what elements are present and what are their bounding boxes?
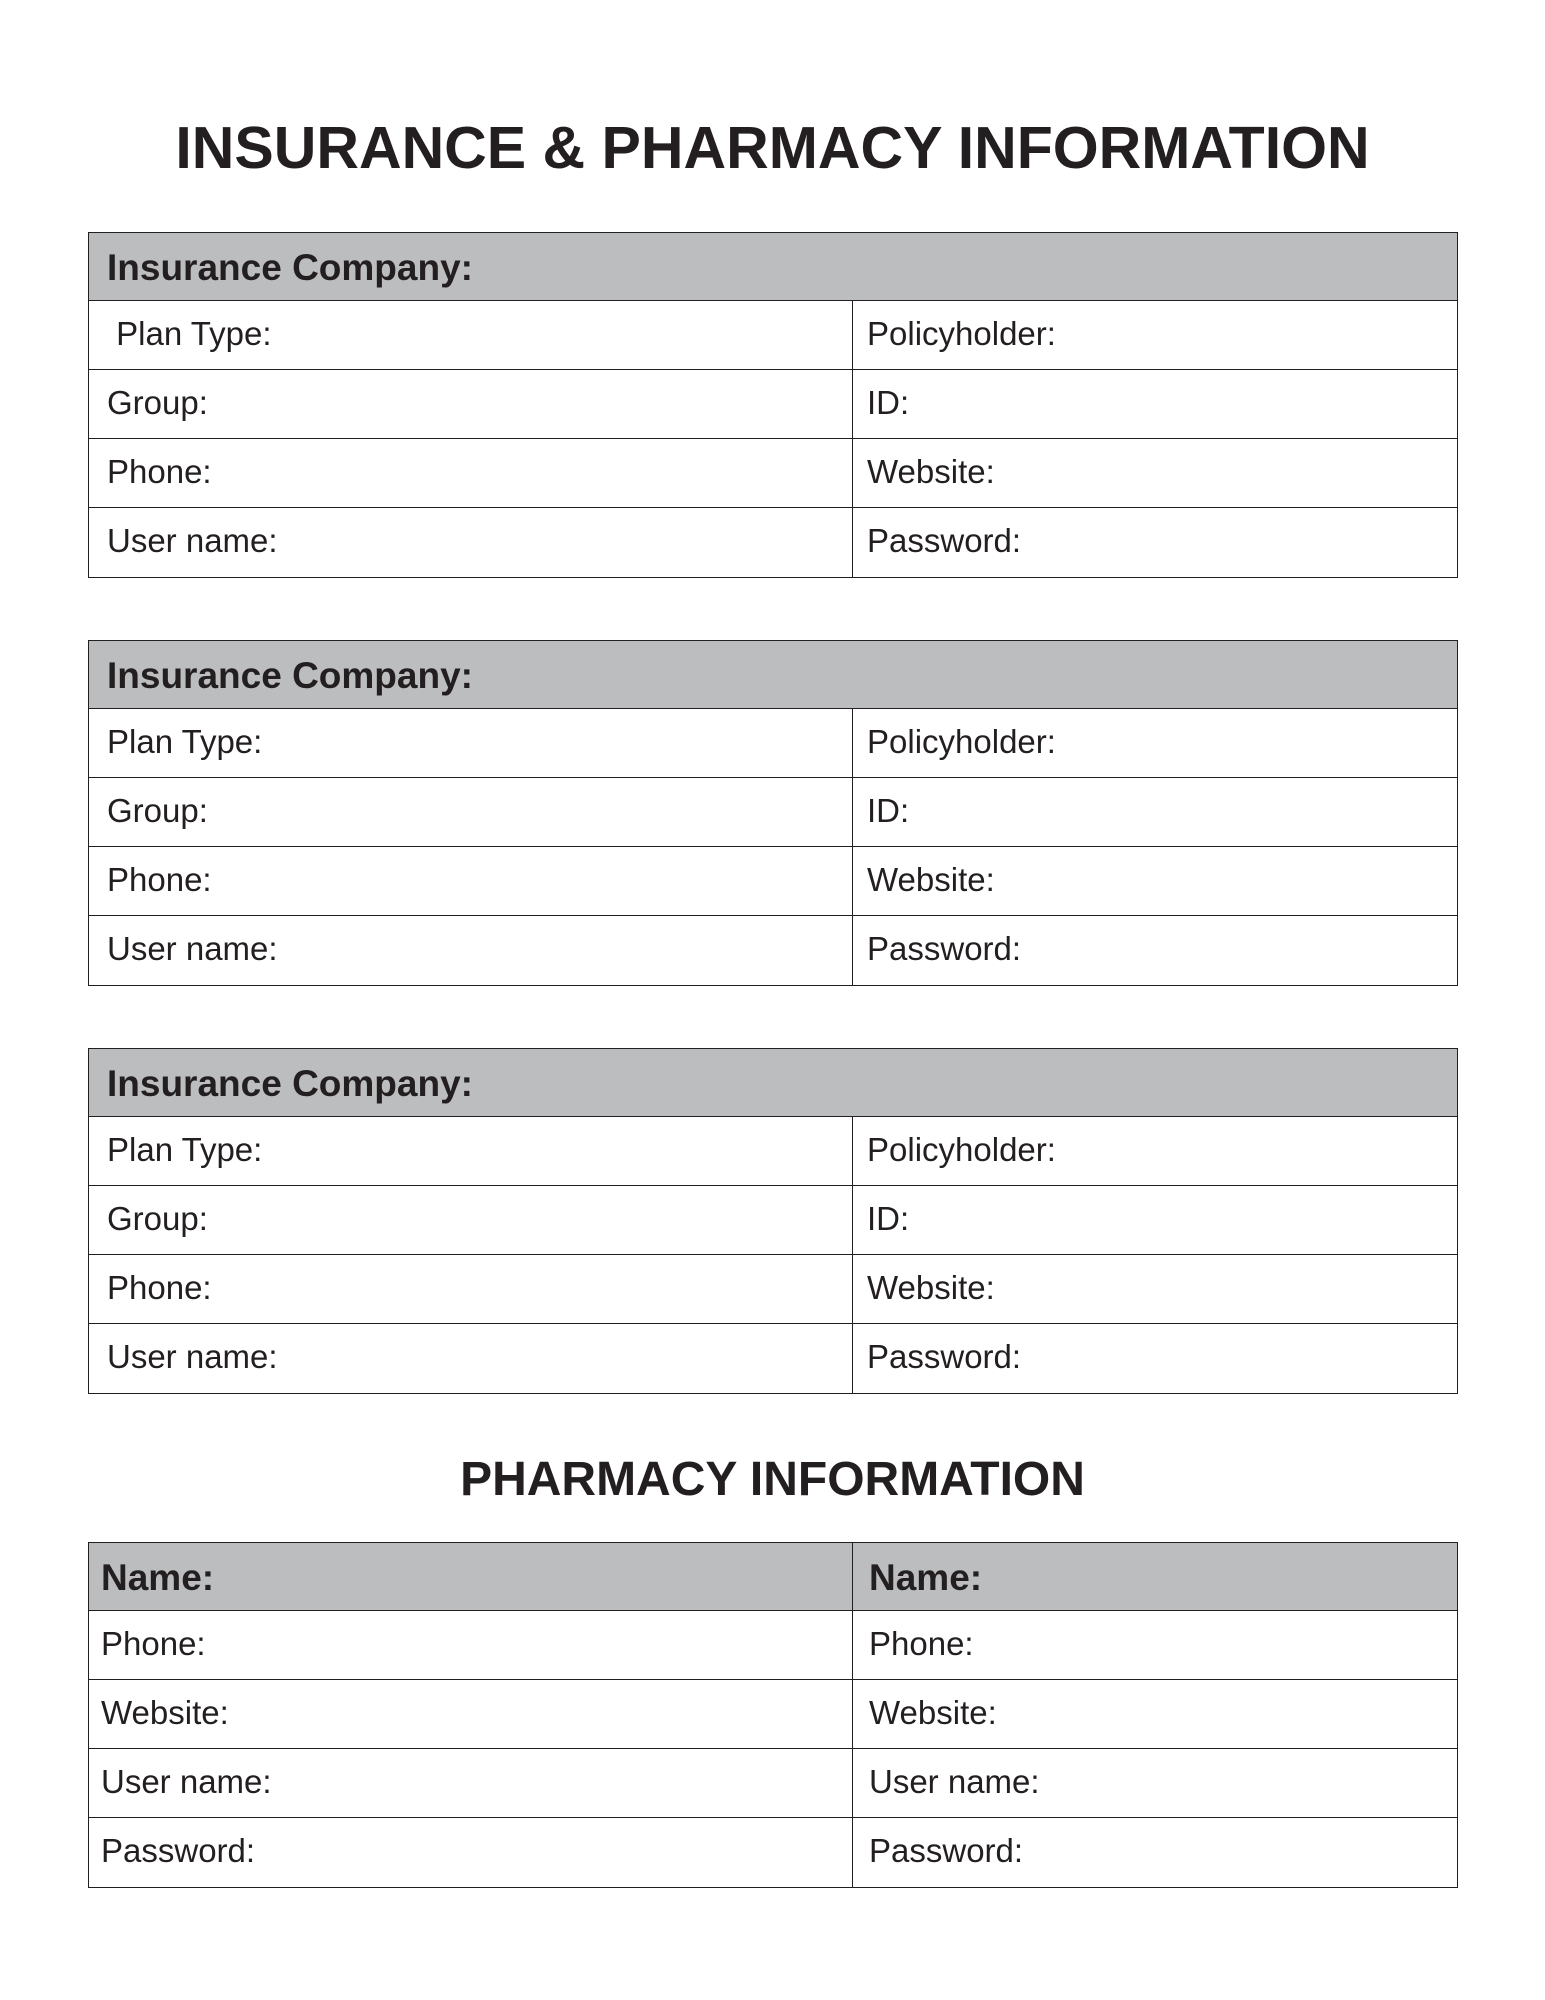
insurance-block bbox=[88, 1048, 1458, 1394]
website-field[interactable]: Website: bbox=[867, 453, 995, 490]
group-field[interactable]: Group: bbox=[89, 1186, 853, 1254]
form-row bbox=[89, 301, 1457, 370]
pharmacy-website-field-left[interactable]: Website: bbox=[89, 1680, 853, 1748]
insurance-block bbox=[88, 640, 1458, 986]
password-field[interactable]: Password: bbox=[867, 522, 1022, 559]
form-row bbox=[89, 916, 1457, 985]
pharmacy-password-field-left[interactable]: Password: bbox=[89, 1818, 853, 1887]
pharmacy-section-title: PHARMACY INFORMATION bbox=[460, 1453, 1085, 1506]
form-row bbox=[89, 1680, 1457, 1749]
id-field[interactable]: ID: bbox=[867, 1200, 910, 1237]
website-field[interactable]: Website: bbox=[867, 861, 995, 898]
pharmacy-phone-field-left[interactable]: Phone: bbox=[89, 1611, 853, 1679]
user-name-field[interactable]: User name: bbox=[89, 508, 853, 577]
form-row bbox=[89, 778, 1457, 847]
pharmacy-header-row bbox=[89, 1543, 1457, 1611]
user-name-field[interactable]: User name: bbox=[89, 1324, 853, 1393]
form-row bbox=[89, 439, 1457, 508]
phone-field[interactable]: Phone: bbox=[89, 847, 853, 915]
policyholder-field[interactable]: Policyholder: bbox=[867, 315, 1056, 352]
pharmacy-user-name-field-right[interactable]: User name: bbox=[869, 1763, 1040, 1800]
group-field[interactable]: Group: bbox=[89, 370, 853, 438]
form-row bbox=[89, 1186, 1457, 1255]
insurance-company-field[interactable]: Insurance Company: bbox=[89, 641, 1457, 709]
user-name-field[interactable]: User name: bbox=[89, 916, 853, 985]
form-row bbox=[89, 370, 1457, 439]
page-title: INSURANCE & PHARMACY INFORMATION bbox=[175, 115, 1370, 181]
form-row bbox=[89, 1324, 1457, 1393]
phone-field[interactable]: Phone: bbox=[89, 1255, 853, 1323]
group-field[interactable]: Group: bbox=[89, 778, 853, 846]
plan-type-field[interactable]: Plan Type: bbox=[89, 301, 853, 369]
pharmacy-name-field-right[interactable]: Name: bbox=[869, 1557, 983, 1598]
pharmacy-website-field-right[interactable]: Website: bbox=[869, 1694, 997, 1731]
form-row bbox=[89, 1117, 1457, 1186]
policyholder-field[interactable]: Policyholder: bbox=[867, 1131, 1056, 1168]
phone-field[interactable]: Phone: bbox=[89, 439, 853, 507]
pharmacy-table bbox=[88, 1542, 1458, 1888]
pharmacy-user-name-field-left[interactable]: User name: bbox=[89, 1749, 853, 1817]
website-field[interactable]: Website: bbox=[867, 1269, 995, 1306]
pharmacy-phone-field-right[interactable]: Phone: bbox=[869, 1625, 974, 1662]
form-row bbox=[89, 1611, 1457, 1680]
id-field[interactable]: ID: bbox=[867, 384, 910, 421]
form-row bbox=[89, 1818, 1457, 1887]
form-row bbox=[89, 709, 1457, 778]
pharmacy-name-field-left[interactable]: Name: bbox=[89, 1543, 853, 1610]
insurance-company-field[interactable]: Insurance Company: bbox=[89, 1049, 1457, 1117]
form-row bbox=[89, 847, 1457, 916]
policyholder-field[interactable]: Policyholder: bbox=[867, 723, 1056, 760]
form-row bbox=[89, 1749, 1457, 1818]
pharmacy-password-field-right[interactable]: Password: bbox=[869, 1832, 1024, 1869]
password-field[interactable]: Password: bbox=[867, 1338, 1022, 1375]
password-field[interactable]: Password: bbox=[867, 930, 1022, 967]
plan-type-field[interactable]: Plan Type: bbox=[89, 1117, 853, 1185]
insurance-block bbox=[88, 232, 1458, 578]
form-row bbox=[89, 508, 1457, 577]
id-field[interactable]: ID: bbox=[867, 792, 910, 829]
insurance-company-field[interactable]: Insurance Company: bbox=[89, 233, 1457, 301]
plan-type-field[interactable]: Plan Type: bbox=[89, 709, 853, 777]
form-row bbox=[89, 1255, 1457, 1324]
